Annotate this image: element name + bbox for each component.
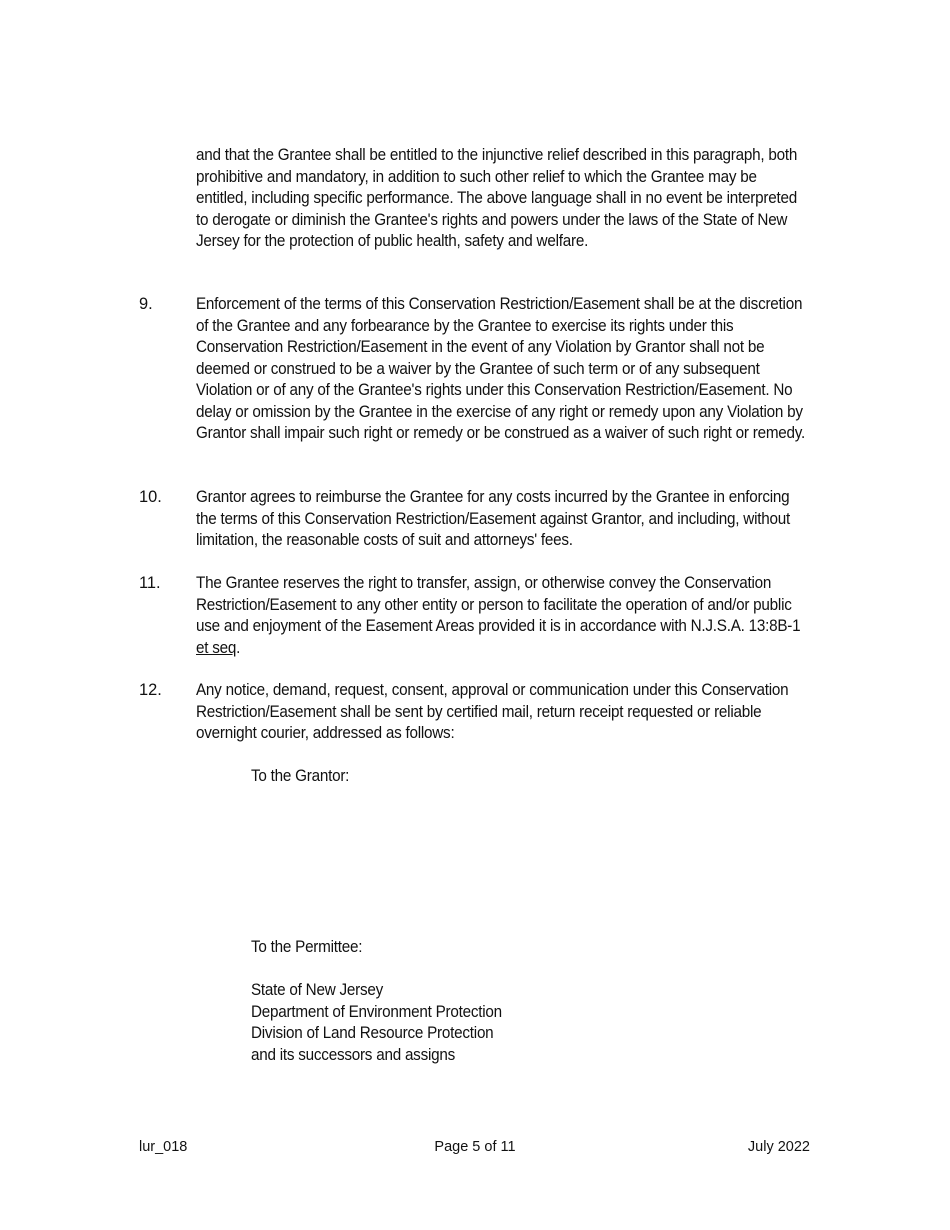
address-line: Department of Environment Protection bbox=[251, 1002, 502, 1021]
item-number: 11. bbox=[139, 574, 161, 592]
item-number: 9. bbox=[139, 295, 153, 313]
footer-page-number: Page 5 of 11 bbox=[434, 1139, 516, 1155]
item-text: Enforcement of the terms of this Conservation Restriction/Easement shall be at the discretion of the Grantee and any forbearance by the Grantee to exercise its rights under this Conservation Restriction/Easement in the event of any Violation by Grantor shall not be deemed or construed to be a waiver by the Grantee of such term or of any subsequent Violation or of any of the Grantee's rights under this Conservation Restriction/Easement. No delay or omission by the Grantee in the exercise of any right or remedy upon any Violation by Grantor shall impair such right or remedy or be construed as a waiver of such right or remedy. bbox=[196, 295, 806, 442]
address-line: and its successors and assigns bbox=[251, 1045, 456, 1064]
continuation-paragraph: and that the Grantee shall be entitled to the injunctive relief described in this paragraph, both prohibitive and mandatory, in addition to such other relief to which the Grantee may be entitled, including specific performance. The above language shall in no event be interpreted to derogate or diminish the Grantee's rights and powers under the laws of the State of New Jersey for the protection of public health, safety and welfare. bbox=[196, 146, 798, 250]
et-seq-citation: et seq bbox=[196, 638, 237, 657]
address-line: Division of Land Resource Protection bbox=[251, 1024, 494, 1042]
address-line: State of New Jersey bbox=[251, 981, 383, 999]
item-number: 12. bbox=[139, 681, 162, 699]
footer-form-id: lur_018 bbox=[139, 1139, 188, 1155]
permittee-address-block bbox=[251, 980, 502, 1066]
footer-date: July 2022 bbox=[747, 1139, 810, 1155]
item-text-main: The Grantee reserves the right to transfer, assign, or otherwise convey the Conservation Restriction/Easement to any other entity or person to facilitate the operation of and/or public use and enjoyment of the Easement Areas provided it is in accordance with N.J.S.A. 13:8B-1 bbox=[196, 574, 801, 635]
item-text bbox=[196, 573, 810, 659]
grantor-address-label: To the Grantor: bbox=[251, 767, 350, 785]
permittee-address-label: To the Permittee: bbox=[251, 938, 363, 956]
item-text: Any notice, demand, request, consent, approval or communication under this Conservation Restriction/Easement shall be sent by certified mail, return receipt requested or reliable overnight courier, addressed as follows: bbox=[196, 681, 789, 742]
item-text-end: . bbox=[236, 638, 241, 657]
item-number: 10. bbox=[139, 488, 162, 506]
item-text: Grantor agrees to reimburse the Grantee for any costs incurred by the Grantee in enforcing the terms of this Conservation Restriction/Easement against Grantor, and including, without limitation, the reasonable costs of suit and attorneys' fees. bbox=[196, 488, 790, 549]
